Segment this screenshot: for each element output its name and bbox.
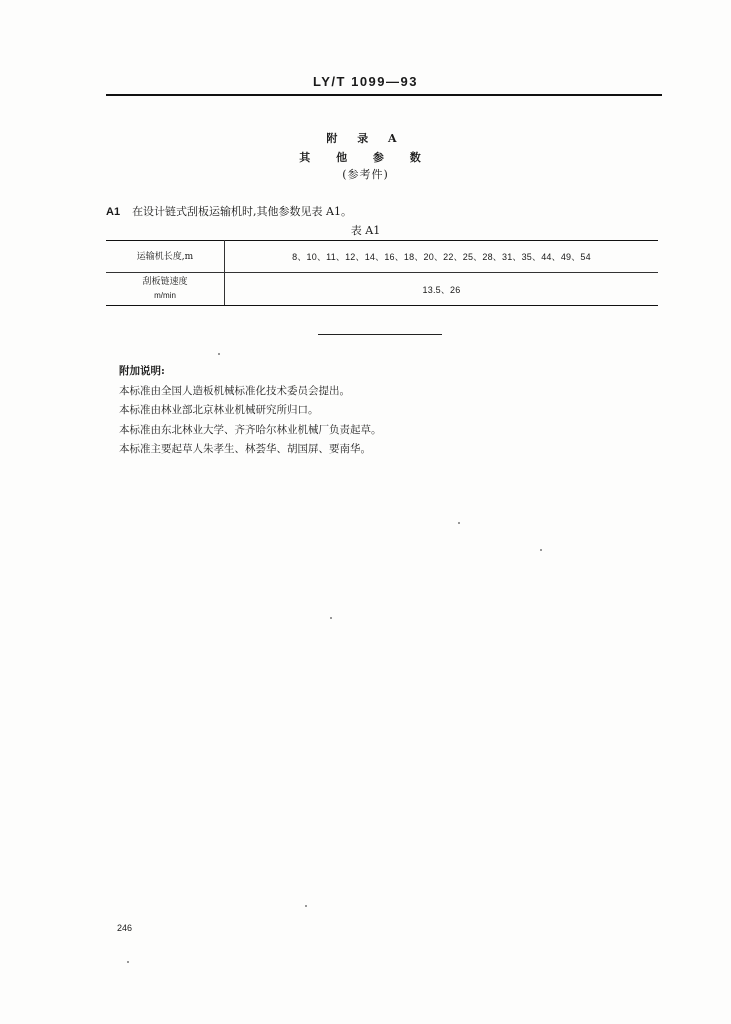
- clause-text: 在设计链式刮板运输机时,其他参数见表 A1。: [132, 205, 352, 218]
- scan-speck: [218, 353, 220, 355]
- clause-number: A1: [106, 206, 121, 218]
- row-label-text: 运输机长度,m: [136, 251, 194, 262]
- notes-line: 本标准由林业部北京林业机械研究所归口。: [119, 404, 319, 416]
- notes-title: 附加说明:: [119, 365, 165, 377]
- appendix-note: (参考件): [342, 168, 389, 181]
- scan-speck: [330, 617, 332, 619]
- scan-speck: [305, 905, 307, 907]
- additional-notes: [119, 362, 382, 460]
- table-row: [106, 273, 658, 306]
- row-label-unit: m/min: [154, 291, 176, 300]
- end-of-standard-rule: [318, 334, 442, 335]
- row-label-chain-speed: [106, 273, 225, 306]
- clause-a1: [106, 203, 352, 219]
- scan-speck: [540, 549, 542, 551]
- table-row: [106, 241, 658, 273]
- header-rule: [106, 94, 662, 96]
- parameters-table: [106, 240, 658, 306]
- appendix-title: 附 录 A: [326, 132, 405, 145]
- scan-speck: [458, 522, 460, 524]
- scan-speck: [127, 961, 129, 963]
- notes-line: 本标准由全国人造板机械标准化技术委员会提出。: [119, 384, 350, 397]
- page-number: 246: [117, 923, 133, 933]
- notes-line: 本标准主要起草人朱孝生、林荟华、胡国屏、要南华。: [119, 443, 371, 455]
- row-label-text: 刮板链速度: [142, 277, 188, 287]
- row-value-chain-speed: 13.5、26: [225, 273, 659, 306]
- row-label-conveyor-length: [106, 241, 225, 273]
- standard-code-header: LY/T 1099—93: [313, 74, 418, 89]
- table-caption: 表 A1: [350, 224, 381, 237]
- appendix-subtitle: 其 他 参 数: [299, 151, 432, 164]
- row-value-conveyor-length: 8、10、11、12、14、16、18、20、22、25、28、31、35、44、49、54: [225, 241, 659, 273]
- notes-line: 本标准由东北林业大学、齐齐哈尔林业机械厂负责起草。: [119, 423, 382, 436]
